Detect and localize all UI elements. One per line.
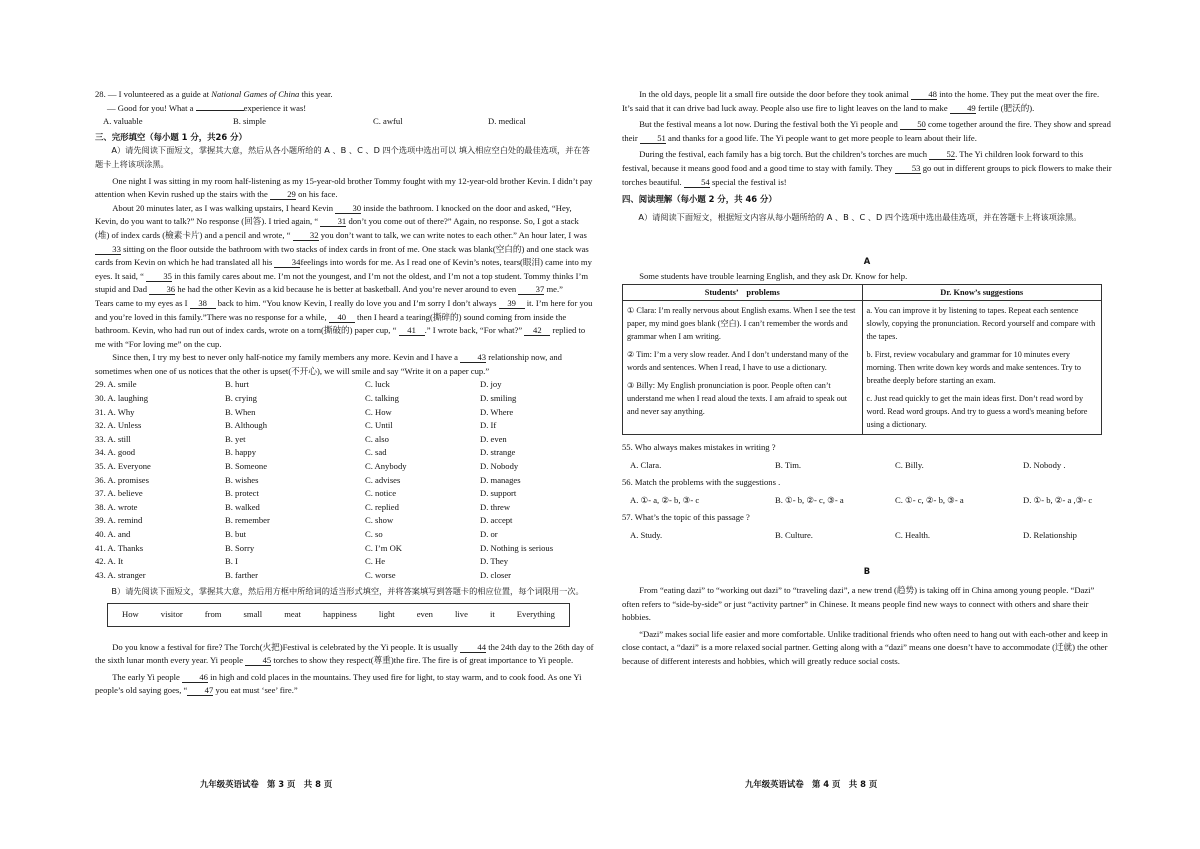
option: 38. A. wrote xyxy=(95,501,138,512)
blank-number: 39 xyxy=(499,298,525,309)
passage-text: don’t you come out of there?” Again, no response. So, I got a stack (堆) of index cards (檢素卡片) and a pencil and wrote, “ xyxy=(95,216,579,240)
option: B. but xyxy=(225,529,247,539)
option: B. Culture. xyxy=(775,529,813,540)
passage-paragraph xyxy=(95,175,595,202)
option: B. yet xyxy=(225,433,246,444)
option: C. Until xyxy=(365,420,393,431)
passage-text: In the old days, people lit a small fire outside the door before they took animal xyxy=(639,89,912,99)
cloze-option-row xyxy=(95,487,595,501)
passage-text: . The Yi children look forward to this festival, because it means good food and a good time to stay with family. They xyxy=(622,149,1084,173)
option: D. Relationship xyxy=(1023,529,1077,540)
option: D. Nobody . xyxy=(1023,459,1066,470)
word-bank-item: it xyxy=(489,608,495,619)
option: C. worse xyxy=(365,569,396,580)
word-bank xyxy=(107,603,570,627)
option: 29. A. smile xyxy=(95,379,137,390)
passage-text: you eat must ‘see’ fire.” xyxy=(213,685,298,696)
question-28-line2: — Good for you! What a experience it was! xyxy=(107,102,307,113)
question-stem: 55. Who always makes mistakes in writing ? xyxy=(622,441,776,452)
passage-text: in high and cold places in the mountains. They used fire for light, to stay warm, and to cook food. As one Yi people’s old saying goes, “ xyxy=(95,671,582,696)
option: C. I’m OK xyxy=(365,542,402,553)
option: B. Someone xyxy=(225,461,268,472)
blank-number: 44 xyxy=(460,642,486,653)
word-bank-item: happiness xyxy=(322,608,357,619)
passage-text: replied to me with “For loving me” on the cup. xyxy=(95,325,586,349)
passage-text: he had the other Kevin as a kid because he is better at basketball. And you’re never around to even xyxy=(175,284,519,295)
option: D. or xyxy=(480,529,498,539)
question-options xyxy=(630,459,1112,473)
blank-number: 47 xyxy=(187,685,213,696)
option: C. ①- c, ②- b, ③- a xyxy=(895,494,964,505)
question-stem: 56. Match the problems with the suggestions . xyxy=(622,477,781,488)
option: D. They xyxy=(480,556,509,567)
passage-text: Since then, I try my best to never only half-notice my family members any more. Kevin and I have a xyxy=(112,352,461,363)
cloze-option-row xyxy=(95,542,595,556)
cloze-option-row xyxy=(95,528,595,542)
blank-number: 51 xyxy=(640,133,666,144)
passage-text: into the home. They put the meat over the fire. It’s said that it can drive bad luck away. People also use fire to light leaves on the land to make xyxy=(622,89,1100,113)
blank-number: 31 xyxy=(320,216,346,227)
option: D. support xyxy=(480,488,517,499)
passage-text: me.” xyxy=(544,284,563,295)
option: B. happy xyxy=(225,447,257,458)
passage-text: torches to show they respect(尊重)the fire. The fire is of great importance to Yi people. xyxy=(271,655,574,666)
cloze-option-row xyxy=(95,514,595,528)
question-options xyxy=(630,494,1112,508)
option: D. even xyxy=(480,433,507,444)
cloze-option-row xyxy=(95,392,595,406)
option: B. I xyxy=(225,556,238,567)
cloze-option-row xyxy=(95,446,595,460)
suggestion-item: b. First, review vocabulary and grammar for 10 minutes every morning. Then write down key words and make sentences. Try to breathe deeply before starting an exam. xyxy=(866,349,1082,385)
cloze-option-row xyxy=(95,460,595,474)
option: 34. A. good xyxy=(95,447,136,458)
passage-a-intro: Some students have trouble learning English, and they ask Dr. Know for help. xyxy=(639,271,908,282)
option: A. valuable xyxy=(103,116,143,127)
cloze-passage xyxy=(95,175,595,379)
option: D. Where xyxy=(480,406,514,417)
option: B. Tim. xyxy=(775,459,802,470)
option: C. talking xyxy=(365,393,399,404)
option: 42. A. It xyxy=(95,556,124,567)
option: B. ①- b, ②- c, ③- a xyxy=(775,494,844,505)
problems-cell xyxy=(623,300,863,434)
passage-paragraph xyxy=(95,351,595,378)
passage-text: then I heard a tearing(撕碎的) sound coming from inside the bathroom. Kevin, who had run out of index cards, wrote on a torn(撕破的) paper cup, “ xyxy=(95,311,567,336)
passage-b-label: B xyxy=(863,565,871,576)
passage-text: fertile (肥沃的). xyxy=(975,102,1035,113)
word-bank-item: Everything xyxy=(516,608,555,619)
option: C. How xyxy=(365,406,392,417)
option: D. manages xyxy=(480,474,521,485)
option: D. joy xyxy=(480,379,502,390)
word-bank-item: small xyxy=(243,608,263,619)
passage-text: One night I was sitting in my room half-listening as my 15-year-old brother Tommy fought with my 12-year-old brother Kevin. I didn’t pay attention when Kevin rushed up the stairs with the xyxy=(95,175,593,200)
blank-number: 48 xyxy=(911,89,937,100)
option: C. Health. xyxy=(895,529,931,540)
option: 30. A. laughing xyxy=(95,393,148,404)
option: 41. A. Thanks xyxy=(95,542,144,553)
option: C. luck xyxy=(365,379,390,390)
cloze-option-row xyxy=(95,406,595,420)
option: 40. A. and xyxy=(95,529,131,539)
cloze-option-row xyxy=(95,555,595,569)
blank-number: 53 xyxy=(895,163,921,174)
word-bank-item: visitor xyxy=(160,608,183,619)
passage-text: relationship now, and sometimes when one of us notices that the other is upset(不开心), we will smile and say “Write it on a paper cup.” xyxy=(95,352,562,376)
option: C. He xyxy=(365,556,386,567)
passage-text: sitting on the floor outside the bathroom with two stacks of index cards in front of me. One stack was blank(空白的) and one stack was cards from Kevin on which he had translated all his xyxy=(95,243,589,268)
cloze-option-row xyxy=(95,474,595,488)
suggestion-item: a. You can improve it by listening to tapes. Repeat each sentence slowly, copying the pronunciation. Record yourself and compare with the tapes. xyxy=(866,305,1096,341)
option: C. so xyxy=(365,529,383,539)
blank-number: 29 xyxy=(270,189,296,200)
cloze-options xyxy=(95,378,595,582)
option: C. also xyxy=(365,433,389,444)
word-bank-item: light xyxy=(378,608,395,619)
part-b-paragraph-2 xyxy=(95,671,595,698)
blank-number: 32 xyxy=(293,230,319,241)
problem-item: ② Tim: I’m a very slow reader. And I don’t understand many of the words and sentences. When I read, I have to use a dictionary. xyxy=(627,349,849,372)
section-4-title: 四、阅读理解（每小题 2 分，共 46 分） xyxy=(622,194,777,205)
passage-text: it. I’m here for you and you’re loved in this family.”There was no response for a while, xyxy=(95,297,593,322)
option: C. Billy. xyxy=(895,459,924,470)
option: C. awful xyxy=(373,116,403,127)
option: A. ①- a, ②- b, ③- c xyxy=(630,494,700,505)
blank-number: 34 xyxy=(274,257,300,268)
blank-number: 40 xyxy=(329,312,355,323)
passage-text: in this family cares about me. I’m not the youngest, and I’m not the oldest, and I’m not a top student. Tommy thinks I’m stupid and Dad xyxy=(95,270,589,295)
blank-number: 42 xyxy=(524,325,550,336)
option: B. Sorry xyxy=(225,542,255,553)
passage-text: you don’t want to talk, we can write notes to each other.” An hour later, I was xyxy=(318,229,587,240)
right-paragraph-1 xyxy=(622,88,1112,115)
option: B. simple xyxy=(233,116,266,127)
right-paragraph-2 xyxy=(622,118,1112,145)
passage-text: Do you know a festival for fire? The Torch(火把)Festival is celebrated by the Yi people. It is usually xyxy=(112,641,461,652)
word-bank-item: How xyxy=(122,608,139,619)
blank-number: 54 xyxy=(684,177,710,188)
option: D. strange xyxy=(480,447,516,458)
passage-text: The early Yi people xyxy=(112,671,183,682)
passage-a-label: A xyxy=(863,255,871,266)
passage-text: go out in different groups to pick flowers to make their torches beautiful. xyxy=(622,162,1112,187)
option: C. advises xyxy=(365,474,401,485)
option: B. farther xyxy=(225,569,258,580)
option: D. smiling xyxy=(480,393,517,404)
footer-page-4: 九年级英语试卷 第 4 页 共 8 页 xyxy=(745,779,878,789)
option: C. show xyxy=(365,515,394,526)
option: C. replied xyxy=(365,501,399,512)
option: D. Nobody xyxy=(480,461,519,472)
table-header-problems: Students’ problems xyxy=(623,284,863,300)
part-b-paragraph-1 xyxy=(95,641,595,668)
passage-paragraph xyxy=(95,202,595,297)
blank-number: 37 xyxy=(518,284,544,295)
blank-number: 36 xyxy=(149,284,175,295)
cloze-option-row xyxy=(95,433,595,447)
word-bank-item: live xyxy=(455,608,468,619)
passage-text: the 24th day to the 26th day of the sixth lunar month every year. Yi people xyxy=(95,641,594,666)
option: B. When xyxy=(225,406,256,417)
reading-questions xyxy=(622,441,1112,543)
option: D. If xyxy=(480,420,497,431)
part-b-instructions: B）请先阅读下面短文，掌握其大意，然后用方框中所给词的适当形式填空，并将答案填写到答题卡的相应位置，每个词限用一次。 xyxy=(111,586,584,597)
passage-text: About 20 minutes later, as I was walking upstairs, I heard Kevin xyxy=(112,202,336,213)
question-stem: 57. What’s the topic of this passage ? xyxy=(622,512,750,523)
cloze-option-row xyxy=(95,378,595,392)
blank xyxy=(196,110,244,111)
option: A. Study. xyxy=(630,529,663,540)
option: D. medical xyxy=(488,116,526,127)
option: B. hurt xyxy=(225,379,249,390)
right-paragraph-3 xyxy=(622,148,1112,189)
option: D. closer xyxy=(480,569,512,580)
word-bank-item: meat xyxy=(284,608,301,619)
passage-text: come together around the fire. They show and spread their xyxy=(622,119,1111,143)
question-28: 28. — I volunteered as a guide at National Games of China this year. xyxy=(95,89,333,99)
blank-number: 33 xyxy=(95,244,121,255)
word-bank-item: even xyxy=(416,608,433,619)
option: B. crying xyxy=(225,393,257,404)
option: D. threw xyxy=(480,501,511,512)
blank-number: 41 xyxy=(399,325,425,336)
option: B. wishes xyxy=(225,474,259,485)
passage-text: feelings into words for me. As I read one of Kevin’s notes, tears(眼泪) came into my eyes. It said, “ xyxy=(95,257,592,281)
suggestion-item: c. Just read quickly to get the main ideas first. Don’t read word by word. Read word groups. And try to guess a word's meaning before using a dictionary. xyxy=(866,393,1088,429)
left-page xyxy=(95,88,595,698)
problem-item: ① Clara: I’m really nervous about English exams. When I see the test paper, my mind goes blank (空白). I can’t remember the words and grammar when I am writing. xyxy=(627,305,856,341)
blank-number: 46 xyxy=(182,672,208,683)
passage-text: on his face. xyxy=(295,189,338,200)
cloze-option-row xyxy=(95,419,595,433)
option: C. notice xyxy=(365,488,397,499)
option: C. Anybody xyxy=(365,461,407,472)
blank-number: 45 xyxy=(245,655,271,666)
passage-b-paragraph-2: “Dazi” makes social life easier and more comfortable. Unlike traditional friends who often need to hang out with each-other and keep in close contact, a “dazi” is a more relaxed social partner. Getting along with a “dazi” means one doesn’t have to accommodate (迁就) the other because of different interests and hobbies, which will greatly reduce social costs. xyxy=(622,628,1108,667)
section-3-title: 三、完形填空（每小题 1 分，共26 分） xyxy=(95,131,247,142)
passage-text: During the festival, each family has a big torch. But the children’s torches are much xyxy=(639,149,930,160)
blank-number: 30 xyxy=(335,203,361,214)
blank-number: 50 xyxy=(900,119,926,130)
footer-page-3: 九年级英语试卷 第 3 页 共 8 页 xyxy=(200,779,333,789)
passage-paragraph xyxy=(95,297,595,351)
option: D. Nothing is serious xyxy=(480,542,554,553)
option: C. sad xyxy=(365,447,387,458)
suggestions-cell xyxy=(862,300,1102,434)
passage-text: But the festival means a lot now. During the festival both the Yi people and xyxy=(639,119,900,130)
blank-number: 43 xyxy=(460,352,486,363)
option: 39. A. remind xyxy=(95,515,143,526)
passage-text: inside the bathroom. I knocked on the door and asked, “Hey, Kevin, do you want to talk?” No response (回答). I tried again, “ xyxy=(95,202,572,227)
passage-text: Tears came to my eyes as I xyxy=(95,297,190,308)
option: B. Although xyxy=(225,420,268,431)
right-page xyxy=(622,88,1112,669)
passage-b-paragraph-1: From “eating dazi” to “working out dazi” to “traveling dazi”, a new trend (趋势) is taking off in China among young people. “Dazi” often refers to “side-by-side” or just “activity partner” in Chinese. It means people find new ways to connect with others and share their hobbies. xyxy=(622,585,1095,623)
option: B. walked xyxy=(225,501,260,512)
table-header-suggestions: Dr. Know’s suggestions xyxy=(862,284,1102,300)
option: 32. A. Unless xyxy=(95,420,142,431)
question-28-options xyxy=(103,115,595,129)
section-4-instructions: A）请阅读下面短文，根据短文内容从每小题所给的 A 、B 、C 、D 四个选项中选出最佳选项，并在答题卡上将该项涂黑。 xyxy=(638,211,1082,222)
problem-item: ③ Billy: My English pronunciation is poor. People often can’t understand me when I read aloud the texts. I am afraid to speak out and never say anything. xyxy=(627,380,848,416)
blank-number: 38 xyxy=(190,298,216,309)
question-options xyxy=(630,529,1112,543)
option: 31. A. Why xyxy=(95,406,135,417)
option: 37. A. believe xyxy=(95,488,143,499)
word-bank-item: from xyxy=(204,608,222,619)
blank-number: 35 xyxy=(146,271,172,282)
option: 35. A. Everyone xyxy=(95,461,151,472)
cloze-option-row xyxy=(95,569,595,583)
option: 33. A. still xyxy=(95,433,131,444)
option: D. ①- b, ②- a ,③- c xyxy=(1023,494,1093,505)
part-a-instructions: A）请先阅读下面短文，掌握其大意，然后从各小题所给的 A 、B 、C 、D 四个选项中选出可以 填入相应空白处的最佳选项，并在答题卡上将该项涂黑。 xyxy=(95,145,590,169)
problems-table xyxy=(622,284,1102,435)
cloze-option-row xyxy=(95,501,595,515)
option: A. Clara. xyxy=(630,459,662,470)
passage-text: and thanks for a good life. The Yi people want to get more people to learn about their life. xyxy=(665,132,977,143)
blank-number: 49 xyxy=(950,103,976,114)
passage-text: .” I wrote back, “For what?” xyxy=(424,325,525,336)
option: B. protect xyxy=(225,488,259,499)
passage-text: back to him. “You know Kevin, I really do love you and I’m sorry I don’t always xyxy=(215,297,499,308)
option: 43. A. stranger xyxy=(95,569,146,580)
blank-number: 52 xyxy=(929,149,955,160)
option: 36. A. promises xyxy=(95,474,149,485)
passage-text: special the festival is! xyxy=(709,176,787,187)
option: D. accept xyxy=(480,515,513,526)
option: B. remember xyxy=(225,515,270,526)
